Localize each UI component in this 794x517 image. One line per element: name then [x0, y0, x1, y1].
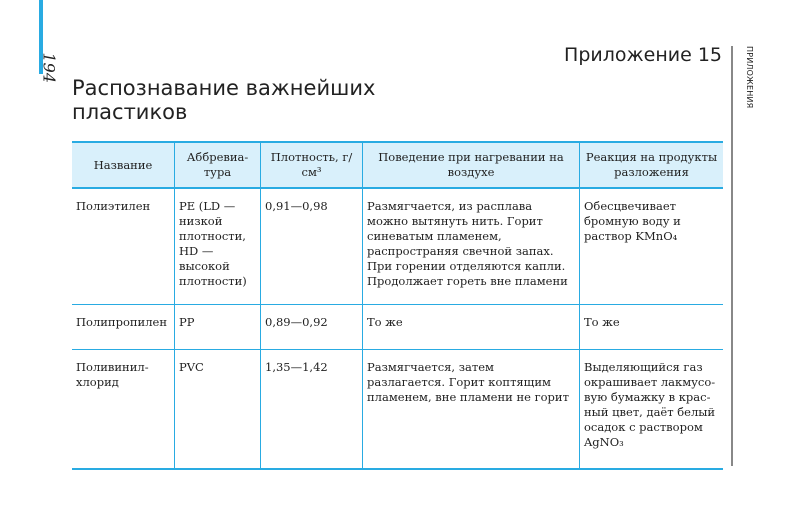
plastics-table [72, 141, 723, 470]
side-section-label: ПРИЛОЖЕНИЯ [745, 46, 754, 109]
cell-heating: То же [363, 305, 580, 350]
cell-abbreviation: PP [175, 305, 261, 350]
header-abbreviation: Аббревиа-тура [175, 142, 261, 188]
cell-name: Поливинил-хлорид [72, 350, 175, 470]
cell-name: Полиэтилен [72, 188, 175, 305]
cell-heating: Размягчается, затем разлагается. Горит коптящим пламенем, вне пламени не горит [363, 350, 580, 470]
cell-reaction: Выделяющийся газ окрашивает лакмусо-вую бумажку в крас-ный цвет, даёт белый осадок с раствором AgNO₃ [580, 350, 724, 470]
page-number: 194 [39, 52, 59, 84]
table-row [72, 350, 723, 470]
cell-heating: Размягчается, из расплава можно вытянуть нить. Горит синеватым пламенем, распространяя свечной запах. При горении отделяются капли. Продолжает гореть вне пламени [363, 188, 580, 305]
cell-abbreviation: PE (LD — низкой плотности, HD — высокой плотности) [175, 188, 261, 305]
table-row [72, 188, 723, 305]
header-name: Название [72, 142, 175, 188]
table-row [72, 305, 723, 350]
cell-abbreviation: PVC [175, 350, 261, 470]
page-title: Распознавание важнейших пластиков [72, 76, 376, 124]
appendix-title: Приложение 15 [564, 44, 722, 66]
header-heating-behavior: Поведение при нагревании на воздухе [363, 142, 580, 188]
cell-reaction: Обесцвечивает бромную воду и раствор KMnO₄ [580, 188, 724, 305]
cell-density: 0,91—0,98 [261, 188, 363, 305]
cell-density: 0,89—0,92 [261, 305, 363, 350]
header-decomposition-reaction: Реакция на продукты разложения [580, 142, 724, 188]
cell-name: Полипропилен [72, 305, 175, 350]
header-density: Плотность, г/см³ [261, 142, 363, 188]
cell-density: 1,35—1,42 [261, 350, 363, 470]
margin-divider [731, 46, 733, 466]
cell-reaction: То же [580, 305, 724, 350]
